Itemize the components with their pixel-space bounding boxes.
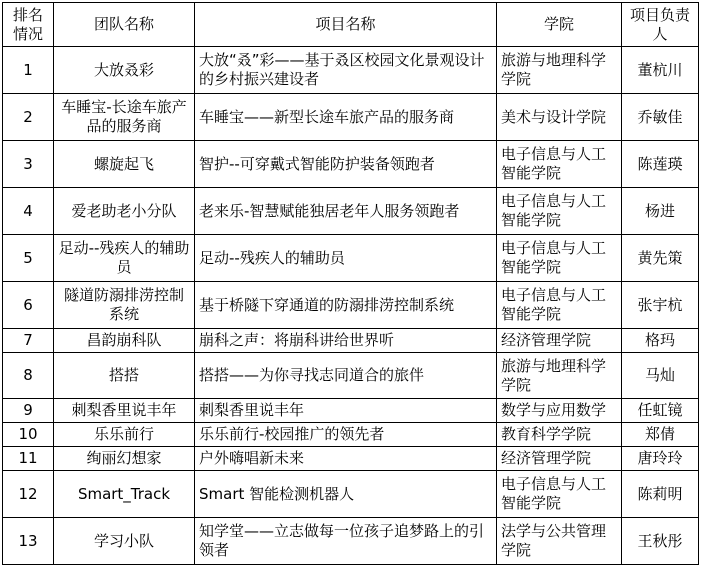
cell-team: 刺梨香里说丰年 (54, 399, 195, 423)
cell-college: 教育科学学院 (497, 423, 622, 447)
cell-team: 大放叒彩 (54, 47, 195, 94)
cell-team: 学习小队 (54, 518, 195, 565)
cell-college: 电子信息与人工智能学院 (497, 188, 622, 235)
cell-project: 大放“叒”彩——基于叒区校园文化景观设计的乡村振兴建设者 (195, 47, 497, 94)
cell-project: 搭搭——为你寻找志同道合的旅伴 (195, 353, 497, 399)
table-row (3, 518, 699, 565)
cell-team: 昌韵崩科队 (54, 329, 195, 353)
cell-rank: 4 (3, 188, 54, 235)
header-college: 学院 (497, 3, 622, 47)
header-leader: 项目负责人 (622, 3, 699, 47)
cell-college: 旅游与地理科学学院 (497, 353, 622, 399)
cell-college: 法学与公共管理学院 (497, 518, 622, 565)
cell-team: 绚丽幻想家 (54, 447, 195, 471)
table-row (3, 282, 699, 329)
table-row (3, 447, 699, 471)
header-team: 团队名称 (54, 3, 195, 47)
table-row (3, 399, 699, 423)
cell-team: 车睡宝-长途车旅产品的服务商 (54, 94, 195, 141)
cell-leader: 陈莉明 (622, 471, 699, 518)
table-header-row (3, 3, 699, 47)
cell-rank: 12 (3, 471, 54, 518)
cell-leader: 格玛 (622, 329, 699, 353)
table-row (3, 471, 699, 518)
cell-project: 崩科之声：将崩科讲给世界听 (195, 329, 497, 353)
cell-rank: 1 (3, 47, 54, 94)
table-row (3, 94, 699, 141)
cell-leader: 乔敏佳 (622, 94, 699, 141)
cell-college: 经济管理学院 (497, 329, 622, 353)
cell-leader: 董杭川 (622, 47, 699, 94)
cell-project: Smart 智能检测机器人 (195, 471, 497, 518)
cell-college: 电子信息与人工智能学院 (497, 235, 622, 282)
cell-college: 美术与设计学院 (497, 94, 622, 141)
table-row (3, 423, 699, 447)
cell-college: 数学与应用数学 (497, 399, 622, 423)
cell-leader: 马灿 (622, 353, 699, 399)
cell-rank: 9 (3, 399, 54, 423)
ranking-table (2, 2, 699, 565)
cell-project: 老来乐-智慧赋能独居老年人服务领跑者 (195, 188, 497, 235)
table-row (3, 47, 699, 94)
cell-leader: 郑倩 (622, 423, 699, 447)
header-rank: 排名情况 (3, 3, 54, 47)
table-row (3, 329, 699, 353)
cell-college: 电子信息与人工智能学院 (497, 282, 622, 329)
header-project: 项目名称 (195, 3, 497, 47)
cell-college: 电子信息与人工智能学院 (497, 471, 622, 518)
cell-team: 乐乐前行 (54, 423, 195, 447)
cell-rank: 6 (3, 282, 54, 329)
cell-team: 搭搭 (54, 353, 195, 399)
table-row (3, 141, 699, 188)
cell-team: Smart_Track (54, 471, 195, 518)
cell-team: 爱老助老小分队 (54, 188, 195, 235)
cell-project: 车睡宝——新型长途车旅产品的服务商 (195, 94, 497, 141)
cell-project: 基于桥隧下穿通道的防溺排涝控制系统 (195, 282, 497, 329)
cell-leader: 黄先策 (622, 235, 699, 282)
cell-rank: 11 (3, 447, 54, 471)
cell-rank: 3 (3, 141, 54, 188)
cell-project: 乐乐前行-校园推广的领先者 (195, 423, 497, 447)
cell-college: 经济管理学院 (497, 447, 622, 471)
cell-rank: 2 (3, 94, 54, 141)
cell-leader: 张宇杭 (622, 282, 699, 329)
table-row (3, 353, 699, 399)
cell-team: 隧道防溺排涝控制系统 (54, 282, 195, 329)
table-row (3, 235, 699, 282)
cell-rank: 8 (3, 353, 54, 399)
cell-rank: 7 (3, 329, 54, 353)
cell-project: 知学堂——立志做每一位孩子追梦路上的引领者 (195, 518, 497, 565)
cell-leader: 唐玲玲 (622, 447, 699, 471)
cell-leader: 杨进 (622, 188, 699, 235)
cell-project: 智护--可穿戴式智能防护装备领跑者 (195, 141, 497, 188)
cell-leader: 陈莲瑛 (622, 141, 699, 188)
cell-leader: 王秋彤 (622, 518, 699, 565)
cell-project: 刺梨香里说丰年 (195, 399, 497, 423)
cell-team: 足动--残疾人的辅助员 (54, 235, 195, 282)
cell-college: 旅游与地理科学学院 (497, 47, 622, 94)
cell-rank: 13 (3, 518, 54, 565)
table-row (3, 188, 699, 235)
cell-rank: 5 (3, 235, 54, 282)
cell-college: 电子信息与人工智能学院 (497, 141, 622, 188)
cell-project: 足动--残疾人的辅助员 (195, 235, 497, 282)
cell-team: 螺旋起飞 (54, 141, 195, 188)
cell-rank: 10 (3, 423, 54, 447)
cell-leader: 任虹镜 (622, 399, 699, 423)
cell-project: 户外嗨唱新未来 (195, 447, 497, 471)
